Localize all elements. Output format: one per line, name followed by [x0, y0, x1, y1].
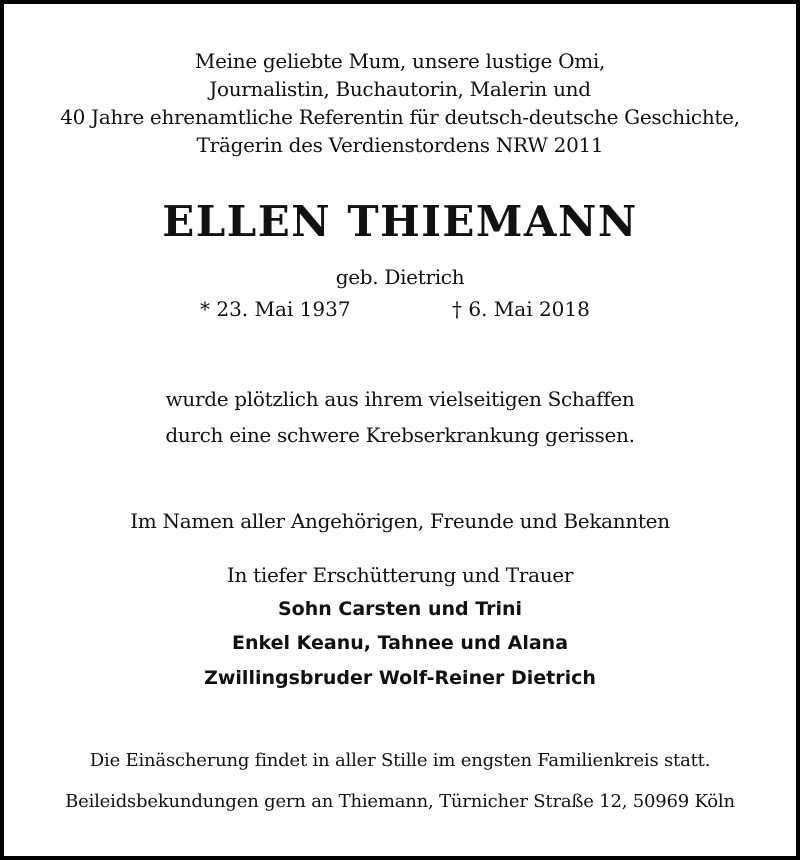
- cremation-notice: Die Einäscherung findet in aller Stille im engsten Familienkreis statt.: [89, 750, 711, 771]
- mourner-name: Sohn Carsten und Trini: [277, 598, 523, 620]
- maiden-name: geb. Dietrich: [335, 265, 465, 289]
- intro-line-1: Meine geliebte Mum, unsere lustige Omi,: [194, 49, 606, 73]
- deceased-name: ELLEN THIEMANN: [162, 197, 638, 246]
- mourner-name: Zwillingsbruder Wolf-Reiner Dietrich: [204, 667, 596, 689]
- intro-line-4: Trägerin des Verdienstordens NRW 2011: [196, 133, 604, 157]
- death-date: † 6. Mai 2018: [452, 297, 590, 321]
- condolences-address: Beileidsbekundungen gern an Thiemann, Türnicher Straße 12, 50969 Köln: [65, 791, 735, 812]
- message-line-1: wurde plötzlich aus ihrem vielseitigen Schaffen: [165, 387, 635, 411]
- on-behalf-text: Im Namen aller Angehörigen, Freunde und Bekannten: [130, 509, 670, 533]
- mourners-intro: In tiefer Erschütterung und Trauer: [226, 563, 574, 587]
- message-line-2: durch eine schwere Krebserkrankung gerissen.: [165, 423, 635, 447]
- intro-line-3: 40 Jahre ehrenamtliche Referentin für deutsch-deutsche Geschichte,: [60, 105, 740, 129]
- intro-line-2: Journalistin, Buchautorin, Malerin und: [209, 77, 591, 101]
- mourner-name: Enkel Keanu, Tahnee und Alana: [231, 632, 569, 654]
- birth-date: * 23. Mai 1937: [200, 297, 351, 321]
